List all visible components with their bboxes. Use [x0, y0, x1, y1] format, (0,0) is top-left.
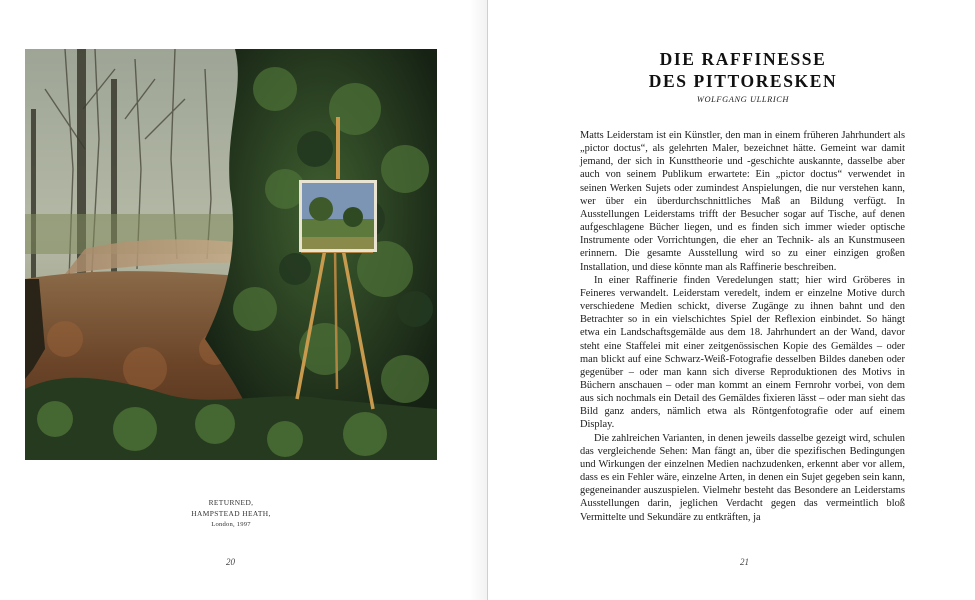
page-number-left: 20: [226, 557, 235, 567]
forest-photo-image: [25, 49, 437, 460]
caption-location: HAMPSTEAD HEATH,: [191, 509, 271, 518]
paragraph-3: Die zahlreichen Varianten, in denen jeweils dasselbe gezeigt wird, schulen das vergleichende Sehen: Man fängt an, über die spezifischen Bedingungen und Wirkungen der einzelnen Medien nachzudenken, erkennt aber vor allem, dass es ein Fehler wäre, einzelne Arten, in denen ein Sujet gegeben sein kann, gegeneinander auszuspielen. Vielmehr besteht das Besondere an Leiderstams Ausstellungen darin, jeglichen Verdacht gegen das vermeintlich bloß Vermittelte und Sekundäre zu entkräften, ja: [580, 432, 905, 523]
paragraph-1: Matts Leiderstam ist ein Künstler, den man in einem früheren Jahrhundert als „pictor doctus“, als gelehrten Maler, bezeichnet hätte. Gemeint war damit jemand, der sich in Kunsttheorie und -geschichte auskannte, dasselbe aber auch von seinem Publikum erwartete: Ein „pictor doctus“ verwendet in seinen Werken Sujets oder zumindest Anspielungen, die nur verstehen kann, wer über ein überdurchschnittliches Maß an Bildung verfügt. In Ausstellungen Leiderstams trifft der Besucher sogar auf Tische, auf denen aufgeschlagene Bücher liegen, und es finden sich immer wieder optische Instrumente oder Vorrichtungen, die eher an Technik- als an Kunstmuseen erinnern. Die gesamte Ausstellung wird so zu einer einzigen großen Installation, und diese könnte man als Raffinerie beschreiben.: [580, 130, 905, 273]
photograph-easel-in-forest: [25, 49, 437, 460]
title-line-2: DES PITTORESKEN: [648, 71, 838, 91]
right-page: [488, 0, 975, 600]
article-body: [580, 129, 905, 524]
photo-caption: [131, 497, 331, 530]
author-name: WOLFGANG ULLRICH: [696, 95, 790, 104]
title-line-1: DIE RAFFINESSE: [659, 49, 827, 69]
caption-date: London, 1997: [211, 521, 251, 528]
paragraph-2: In einer Raffinerie finden Veredelungen statt; hier wird Gröberes in Feineres verwandelt. Leiderstam veredelt, indem er einzelne Motive durch verschiedene Medien schickt, diverse Zugänge zu ihnen bahnt und den Betrachter so in ein vielschichtes Spiel der Reflexion einbindet. So hängt etwa ein Landschaftsgemälde aus dem 18. Jahrhundert an der Wand, davor steht eine Staffelei mit einer zeitgenössischen Kopie des Gemäldes – oder man blickt auf eine Schwarz-Weiß-Fotografie desselben Bildes daneben oder gegenüber – oder man kann sich diverse Reproduktionen des Motivs in Büchern anschauen – oder man kommt an einem Fernrohr vorbei, von dem aus sich nochmals ein Detail des Gemäldes fixieren lässt – oder man sieht das Bild ganz anders, nämlich etwa als Röntgenfotografie oder auf einem Display.: [580, 274, 905, 431]
left-page: [0, 0, 487, 600]
article-title: [548, 48, 938, 92]
spine-shadow-left: [470, 0, 487, 600]
caption-title: RETURNED,: [208, 498, 254, 507]
page-number-right: 21: [740, 557, 749, 567]
